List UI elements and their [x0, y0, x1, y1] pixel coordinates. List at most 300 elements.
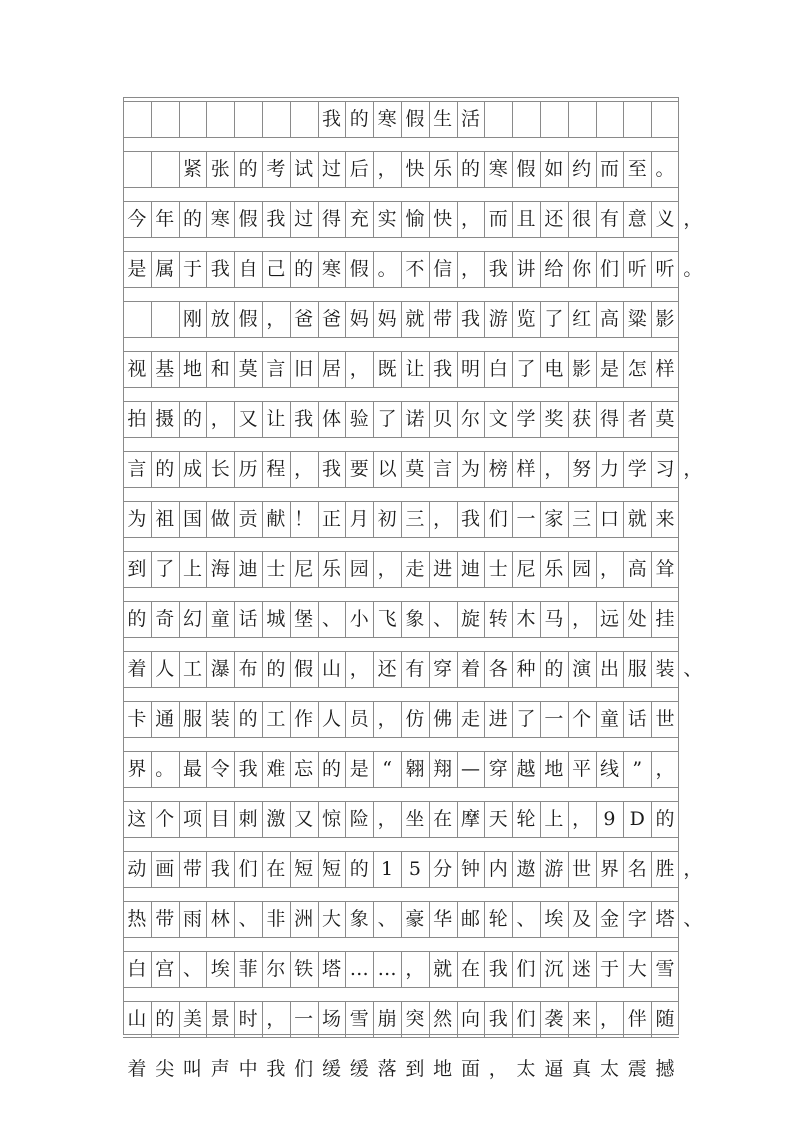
grid-char: 属	[155, 258, 175, 280]
grid-char: 怎	[627, 358, 647, 380]
grid-char: 的	[294, 258, 314, 280]
grid-char: 时	[238, 1008, 258, 1030]
grid-char: 埃	[544, 908, 564, 930]
grid-char: 体	[321, 408, 341, 430]
essay-line	[123, 601, 679, 637]
grid-char: 园	[572, 558, 592, 580]
grid-char: 充	[349, 208, 369, 230]
grid-char: 就	[627, 508, 647, 530]
grid-char	[151, 301, 179, 337]
grid-char: 刚	[182, 308, 202, 330]
grid-row-bottom	[123, 837, 679, 838]
grid-char: 分	[433, 858, 453, 880]
grid-char: 的	[266, 658, 286, 680]
grid-char: 旧	[294, 358, 314, 380]
essay-line	[123, 151, 679, 187]
grid-char: 尼	[516, 558, 536, 580]
grid-char: 震	[627, 1058, 647, 1080]
grid-char: 我	[488, 958, 508, 980]
grid-char: 的	[155, 1008, 175, 1030]
grid-char: ，	[377, 158, 397, 180]
grid-char: 瀑	[210, 658, 230, 680]
grid-char: 带	[433, 308, 453, 330]
grid-char: 童	[599, 708, 619, 730]
essay-line	[123, 401, 679, 437]
grid-char: 种	[516, 658, 536, 680]
grid-char: 雪	[655, 958, 675, 980]
grid-char: 线	[599, 758, 619, 780]
grid-char: ，	[349, 658, 369, 680]
grid-char: 埃	[210, 958, 230, 980]
grid-char: 华	[433, 908, 453, 930]
grid-char: 叫	[182, 1058, 202, 1080]
grid-char: 讲	[516, 258, 536, 280]
grid-char: 视	[127, 358, 147, 380]
grid-char: 短	[321, 858, 341, 880]
grid-char: 过	[321, 158, 341, 180]
grid-char: 基	[155, 358, 175, 380]
grid-char: 服	[627, 658, 647, 680]
grid-border-top	[123, 97, 679, 98]
grid-char: 于	[182, 258, 202, 280]
grid-char: 信	[433, 258, 453, 280]
grid-char: 界	[127, 758, 147, 780]
grid-char: 假	[238, 308, 258, 330]
essay-line	[123, 201, 703, 237]
grid-char: 演	[572, 658, 592, 680]
grid-char: 爸	[294, 308, 314, 330]
grid-char: 有	[405, 658, 425, 680]
grid-char: 景	[210, 1008, 230, 1030]
grid-char: 铁	[294, 958, 314, 980]
grid-char: 崩	[377, 1008, 397, 1030]
grid-char: 寒	[377, 108, 397, 130]
grid-char: 的	[544, 658, 564, 680]
grid-char: 活	[460, 108, 480, 130]
grid-char: 面	[460, 1058, 480, 1080]
grid-char: 做	[210, 508, 230, 530]
grid-char: 白	[127, 958, 147, 980]
grid-char: 后	[349, 158, 369, 180]
grid-char: 意	[627, 208, 647, 230]
grid-char: 、	[683, 908, 703, 930]
grid-char: 了	[544, 308, 564, 330]
grid-char: 随	[655, 1008, 675, 1030]
grid-char: ，	[599, 1008, 619, 1030]
grid-char: 我	[210, 258, 230, 280]
grid-char: 工	[182, 658, 202, 680]
grid-char: 电	[544, 358, 564, 380]
grid-char: 尼	[294, 558, 314, 580]
grid-char: 白	[488, 358, 508, 380]
grid-char: 邮	[460, 908, 480, 930]
grid-row-bottom	[123, 687, 679, 688]
grid-char: 得	[321, 208, 341, 230]
grid-char: 的	[321, 758, 341, 780]
grid-char: 服	[182, 708, 202, 730]
grid-row-bottom	[123, 287, 679, 288]
grid-char: 尖	[155, 1058, 175, 1080]
grid-char: 月	[349, 508, 369, 530]
grid-char: ，	[572, 608, 592, 630]
grid-char: 努	[572, 458, 592, 480]
essay-line	[123, 701, 679, 737]
grid-char: ，	[683, 858, 703, 880]
grid-char: D	[629, 808, 645, 830]
grid-char: 要	[349, 458, 369, 480]
grid-char: 我	[488, 258, 508, 280]
grid-char: 向	[460, 1008, 480, 1030]
grid-char: 袭	[544, 1008, 564, 1030]
grid-char: 我	[321, 458, 341, 480]
grid-char: 览	[516, 308, 536, 330]
grid-char: ，	[433, 508, 453, 530]
essay-line	[123, 951, 679, 987]
grid-char: 约	[572, 158, 592, 180]
grid-char: 佛	[433, 708, 453, 730]
grid-char: 装	[655, 658, 675, 680]
grid-char: 年	[155, 208, 175, 230]
grid-char: 翔	[433, 758, 453, 780]
grid-char: 沉	[544, 958, 564, 980]
grid-char: 我	[488, 1008, 508, 1030]
grid-char: 考	[266, 158, 286, 180]
grid-char: 转	[488, 608, 508, 630]
grid-char: 又	[238, 408, 258, 430]
grid-char: ，	[377, 808, 397, 830]
grid-char: 的	[349, 108, 369, 130]
essay-line	[123, 801, 679, 837]
grid-char: 了	[516, 358, 536, 380]
grid-char: 文	[488, 408, 508, 430]
grid-char: 习	[655, 458, 675, 480]
grid-char: ，	[655, 758, 675, 780]
grid-char: 到	[127, 558, 147, 580]
grid-char: 力	[599, 458, 619, 480]
grid-char: 激	[266, 808, 286, 830]
essay-line	[123, 851, 703, 887]
grid-char: 初	[377, 508, 397, 530]
grid-char: 言	[127, 458, 147, 480]
grid-char: 榜	[488, 458, 508, 480]
grid-char: 工	[266, 708, 286, 730]
grid-char: 愉	[405, 208, 425, 230]
grid-char: 世	[655, 708, 675, 730]
grid-char: 高	[599, 308, 619, 330]
grid-char: 游	[544, 858, 564, 880]
grid-char: 钟	[460, 858, 480, 880]
essay-line	[123, 1051, 679, 1087]
grid-char: 试	[294, 158, 314, 180]
grid-char: 影	[655, 308, 675, 330]
grid-char: 的	[460, 158, 480, 180]
grid-char: 项	[182, 808, 202, 830]
grid-char: 宫	[155, 958, 175, 980]
grid-char: 今	[127, 208, 147, 230]
grid-char: 员	[349, 708, 369, 730]
grid-char: 画	[155, 858, 175, 880]
grid-char: 还	[377, 658, 397, 680]
grid-char: 刺	[238, 808, 258, 830]
grid-char: 在	[266, 858, 286, 880]
grid-char: 一	[516, 508, 536, 530]
grid-char: 爸	[321, 308, 341, 330]
grid-row-bottom	[123, 987, 679, 988]
grid-char: 然	[433, 1008, 453, 1030]
grid-char: 者	[627, 408, 647, 430]
grid-char: 海	[210, 558, 230, 580]
grid-char: 我	[433, 358, 453, 380]
grid-char: 们	[516, 1008, 536, 1030]
grid-char: 地	[433, 1058, 453, 1080]
grid-char: 带	[182, 858, 202, 880]
grid-char: 坐	[405, 808, 425, 830]
grid-char: 走	[405, 558, 425, 580]
grid-char: 木	[516, 608, 536, 630]
grid-char: 莫	[655, 408, 675, 430]
grid-char: 如	[544, 158, 564, 180]
grid-char: ，	[460, 258, 480, 280]
grid-char: 以	[377, 458, 397, 480]
grid-char: 的	[182, 408, 202, 430]
grid-row-bottom	[123, 437, 679, 438]
grid-char: 象	[405, 608, 425, 630]
grid-char: 堡	[294, 608, 314, 630]
grid-char: 迪	[238, 558, 258, 580]
grid-char: 就	[433, 958, 453, 980]
essay-line	[123, 251, 703, 287]
grid-char: ，	[488, 1058, 508, 1080]
grid-char: 莫	[405, 458, 425, 480]
grid-char: 短	[294, 858, 314, 880]
grid-char: 且	[516, 208, 536, 230]
grid-char: ，	[377, 558, 397, 580]
grid-char: 。	[683, 258, 703, 280]
essay-line	[123, 301, 679, 337]
grid-char: 张	[210, 158, 230, 180]
grid-char: 正	[321, 508, 341, 530]
grid-row-bottom	[123, 937, 679, 938]
grid-char: 。	[377, 258, 397, 280]
grid-char: 样	[655, 358, 675, 380]
grid-char: 而	[488, 208, 508, 230]
grid-char: 着	[127, 1058, 147, 1080]
grid-char: 士	[266, 558, 286, 580]
grid-char: 地	[544, 758, 564, 780]
grid-char: 轮	[488, 908, 508, 930]
grid-char: 大	[627, 958, 647, 980]
grid-char: 让	[405, 358, 425, 380]
grid-char: 而	[599, 158, 619, 180]
grid-char: 了	[155, 558, 175, 580]
grid-char: 粱	[627, 308, 647, 330]
grid-char: 平	[572, 758, 592, 780]
grid-char: 到	[405, 1058, 425, 1080]
grid-char: 假	[516, 158, 536, 180]
grid-char: 一	[294, 1008, 314, 1030]
grid-char: 我	[266, 1058, 286, 1080]
grid-char: 来	[655, 508, 675, 530]
grid-char: 我	[460, 308, 480, 330]
grid-char: 紧	[182, 158, 202, 180]
grid-row-bottom	[123, 187, 679, 188]
grid-char: 撼	[655, 1058, 675, 1080]
grid-char: 国	[182, 508, 202, 530]
grid-char: 了	[377, 408, 397, 430]
grid-char: …	[377, 958, 397, 980]
grid-char: 的	[238, 708, 258, 730]
grid-char: 至	[627, 158, 647, 180]
grid-char: ，	[683, 208, 703, 230]
grid-char: 界	[599, 858, 619, 880]
grid-char: 旋	[460, 608, 480, 630]
grid-char: 。	[655, 158, 675, 180]
grid-char: 言	[433, 458, 453, 480]
grid-char: —	[460, 758, 480, 780]
grid-char: 缓	[349, 1058, 369, 1080]
grid-char: 在	[433, 808, 453, 830]
grid-char: 寒	[321, 258, 341, 280]
grid-row-bottom	[123, 537, 679, 538]
grid-char: 大	[321, 908, 341, 930]
grid-char: ，	[377, 708, 397, 730]
grid-char: 历	[238, 458, 258, 480]
grid-char: 动	[127, 858, 147, 880]
grid-char: 惊	[321, 808, 341, 830]
grid-char: 自	[238, 258, 258, 280]
grid-char: 快	[433, 208, 453, 230]
essay-line	[123, 901, 703, 937]
grid-char: 获	[572, 408, 592, 430]
grid-char: 雨	[182, 908, 202, 930]
grid-char: 妈	[349, 308, 369, 330]
grid-char: 有	[599, 208, 619, 230]
grid-char: 我	[266, 208, 286, 230]
grid-char: 学	[627, 458, 647, 480]
grid-char: “	[382, 758, 392, 780]
grid-char: 假	[349, 258, 369, 280]
grid-char: 为	[127, 508, 147, 530]
grid-char: 飞	[377, 608, 397, 630]
grid-char: 童	[210, 608, 230, 630]
grid-char: 贡	[238, 508, 258, 530]
grid-char: ”	[632, 758, 643, 780]
grid-char: 居	[321, 358, 341, 380]
grid-char: 穿	[488, 758, 508, 780]
grid-char: 莫	[238, 358, 258, 380]
grid-char: 是	[599, 358, 619, 380]
grid-char: 寒	[210, 208, 230, 230]
grid-char: 高	[627, 558, 647, 580]
grid-char: 长	[210, 458, 230, 480]
grid-char: 。	[155, 758, 175, 780]
grid-char: 验	[349, 408, 369, 430]
grid-char: 我	[460, 508, 480, 530]
grid-char: 假	[405, 108, 425, 130]
grid-char: ，	[572, 808, 592, 830]
grid-char: 美	[182, 1008, 202, 1030]
grid-char: 远	[599, 608, 619, 630]
grid-char: 林	[210, 908, 230, 930]
grid-char: 的	[155, 458, 175, 480]
grid-char: 听	[627, 258, 647, 280]
grid-char: 己	[266, 258, 286, 280]
grid-char: 通	[155, 708, 175, 730]
grid-char: 、	[516, 908, 536, 930]
grid-char: 的	[182, 208, 202, 230]
grid-char: 的	[349, 858, 369, 880]
grid-char: 献	[266, 508, 286, 530]
grid-char: 、	[683, 658, 703, 680]
grid-char: 太	[599, 1058, 619, 1080]
grid-char: 们	[599, 258, 619, 280]
grid-char: 各	[488, 658, 508, 680]
grid-char: 、	[321, 608, 341, 630]
grid-char: 了	[516, 708, 536, 730]
grid-char: 假	[238, 208, 258, 230]
grid-char: 迷	[572, 958, 592, 980]
grid-char: 场	[321, 1008, 341, 1030]
essay-line	[123, 1001, 679, 1037]
grid-char: 我	[210, 858, 230, 880]
grid-char: 三	[572, 508, 592, 530]
grid-char: 过	[294, 208, 314, 230]
grid-char: 学	[516, 408, 536, 430]
grid-char: 奇	[155, 608, 175, 630]
grid-char: 人	[155, 658, 175, 680]
grid-row-bottom	[123, 1037, 679, 1038]
grid-char: 世	[572, 858, 592, 880]
grid-char: 5	[408, 858, 421, 880]
grid-char: 、	[182, 958, 202, 980]
grid-char: 们	[238, 858, 258, 880]
grid-char: 在	[460, 958, 480, 980]
grid-char: 明	[460, 358, 480, 380]
grid-char: 出	[599, 658, 619, 680]
grid-char: 游	[488, 308, 508, 330]
grid-char	[123, 301, 151, 337]
grid-char: 山	[127, 1008, 147, 1030]
grid-char: 真	[572, 1058, 592, 1080]
grid-char: 地	[182, 358, 202, 380]
grid-char: 们	[516, 958, 536, 980]
grid-char: 难	[266, 758, 286, 780]
grid-char: 热	[127, 908, 147, 930]
grid-char: 着	[127, 658, 147, 680]
grid-char: 天	[488, 808, 508, 830]
grid-char: 1	[381, 858, 394, 880]
grid-row-bottom	[123, 237, 679, 238]
grid-char: 塔	[321, 958, 341, 980]
grid-char: ，	[349, 358, 369, 380]
grid-char: 又	[294, 808, 314, 830]
grid-char: 样	[516, 458, 536, 480]
grid-char: 三	[405, 508, 425, 530]
grid-char: 红	[572, 308, 592, 330]
grid-char: 卡	[127, 708, 147, 730]
essay-line	[123, 751, 679, 787]
grid-char: 给	[544, 258, 564, 280]
grid-char: 话	[627, 708, 647, 730]
grid-row-bottom	[123, 887, 679, 888]
grid-char: 们	[488, 508, 508, 530]
grid-char: 进	[488, 708, 508, 730]
grid-char: 寒	[488, 158, 508, 180]
grid-char: 目	[210, 808, 230, 830]
grid-row-bottom	[123, 787, 679, 788]
grid-char: 影	[572, 358, 592, 380]
grid-char: 我	[238, 758, 258, 780]
